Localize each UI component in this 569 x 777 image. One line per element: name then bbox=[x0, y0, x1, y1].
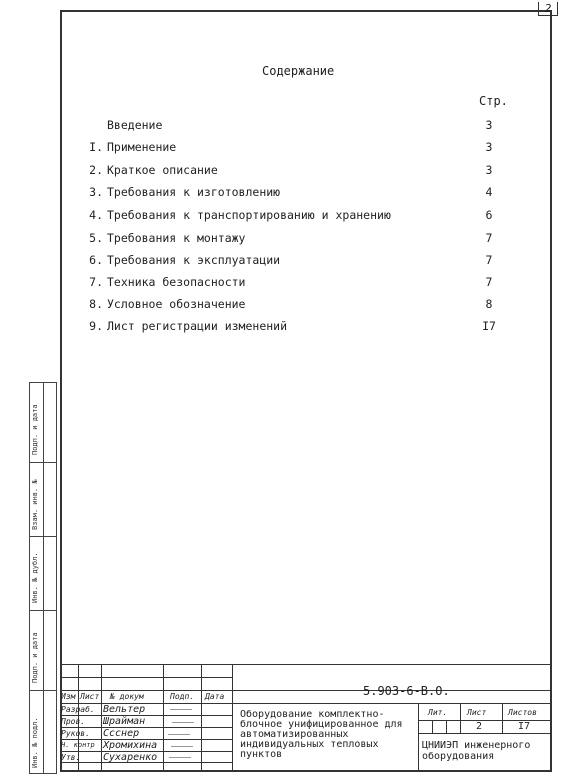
toc-text: Применение bbox=[107, 140, 177, 154]
sheets-value: I7 bbox=[518, 721, 531, 732]
toc-row bbox=[0, 185, 569, 203]
toc-page: 7 bbox=[485, 275, 493, 289]
side-label: Инв. № подл. bbox=[31, 717, 39, 768]
signature-mark bbox=[169, 757, 191, 758]
toc-text: Требования к монтажу bbox=[107, 231, 246, 245]
toc-title: Содержание bbox=[262, 64, 335, 78]
tb-line bbox=[201, 664, 202, 772]
tb-line bbox=[60, 664, 552, 665]
toc-text: Требования к изготовлению bbox=[107, 185, 281, 199]
tb-line bbox=[502, 703, 503, 733]
side-label: Подп. и дата bbox=[31, 632, 39, 683]
tb-role: Н. контр bbox=[61, 741, 95, 749]
tb-line bbox=[60, 677, 232, 678]
side-strip-separator bbox=[29, 610, 57, 611]
tb-line bbox=[418, 733, 552, 734]
side-label: Инв. № дубл. bbox=[31, 552, 39, 603]
page-number: 2 bbox=[538, 2, 558, 16]
toc-text: Краткое описание bbox=[107, 163, 218, 177]
lit-label: Лит. bbox=[428, 708, 448, 717]
toc-num: 5. bbox=[89, 231, 103, 245]
toc-row bbox=[0, 319, 569, 337]
signature-mark bbox=[172, 722, 194, 723]
signature-mark bbox=[168, 734, 190, 735]
toc-num: 6. bbox=[89, 253, 103, 267]
tb-line bbox=[446, 720, 447, 733]
toc-page: 3 bbox=[485, 118, 493, 132]
tb-line bbox=[101, 664, 102, 772]
toc-num: 4. bbox=[89, 208, 103, 222]
tb-role: Пров. bbox=[61, 717, 86, 726]
signature-mark bbox=[170, 709, 192, 710]
tb-line bbox=[432, 720, 433, 733]
toc-row bbox=[0, 140, 569, 158]
toc-text: Техника безопасности bbox=[107, 275, 246, 289]
toc-row bbox=[0, 118, 569, 136]
tb-line bbox=[60, 715, 232, 716]
tb-header-sign: Подп. bbox=[170, 692, 195, 701]
toc-page: 7 bbox=[485, 231, 493, 245]
toc-num: 8. bbox=[89, 297, 103, 311]
doc-code: 5.903-6-В.О. bbox=[363, 684, 450, 698]
toc-text: Лист регистрации изменений bbox=[107, 319, 288, 333]
toc-text: Введение bbox=[107, 118, 163, 132]
tb-line bbox=[60, 727, 232, 728]
tb-line bbox=[163, 664, 164, 772]
tb-line bbox=[460, 703, 461, 733]
sheet-label: Лист bbox=[467, 708, 487, 717]
toc-page: I7 bbox=[482, 319, 496, 333]
toc-row bbox=[0, 297, 569, 315]
side-label: Подп. и дата bbox=[31, 404, 39, 455]
toc-page: 4 bbox=[485, 185, 493, 199]
toc-page: 3 bbox=[485, 163, 493, 177]
toc-row bbox=[0, 163, 569, 181]
tb-person: Сухаренко bbox=[103, 752, 158, 763]
tb-header-date: Дата bbox=[205, 692, 225, 701]
toc-page: 6 bbox=[485, 208, 493, 222]
toc-num: I. bbox=[89, 140, 103, 154]
tb-line bbox=[418, 720, 552, 721]
toc-row bbox=[0, 253, 569, 271]
tb-line bbox=[418, 703, 419, 772]
tb-person: Шрайман bbox=[103, 716, 146, 727]
sheet-value: 2 bbox=[476, 721, 483, 732]
toc-text: Требования к эксплуатации bbox=[107, 253, 281, 267]
doc-description: Оборудование комплектно-блочное унифицированное для автоматизированных индивидуальных тепловых пунктов bbox=[240, 709, 403, 760]
toc-page: 3 bbox=[485, 140, 493, 154]
tb-header-list: Лист bbox=[80, 692, 100, 701]
tb-header-izm: Изм bbox=[61, 692, 76, 701]
toc-page: 8 bbox=[485, 297, 493, 311]
toc-num: 7. bbox=[89, 275, 103, 289]
side-strip-separator bbox=[29, 690, 57, 691]
tb-line bbox=[60, 690, 552, 691]
toc-text: Требования к транспортированию и хранению bbox=[107, 208, 391, 222]
toc-num: 3. bbox=[89, 185, 103, 199]
page-column-label: Стр. bbox=[479, 94, 508, 108]
tb-role: Разраб. bbox=[61, 705, 95, 714]
toc-text: Условное обозначение bbox=[107, 297, 246, 311]
tb-line bbox=[232, 664, 233, 772]
tb-person: Вельтер bbox=[103, 704, 146, 715]
toc-page: 7 bbox=[485, 253, 493, 267]
tb-person: Хромихина bbox=[103, 740, 158, 751]
tb-header-doc-no: № докум bbox=[110, 692, 144, 701]
tb-person: Ссснер bbox=[103, 728, 140, 739]
toc-num: 9. bbox=[89, 319, 103, 333]
side-strip-separator bbox=[29, 536, 57, 537]
toc-row bbox=[0, 231, 569, 249]
side-strip-separator bbox=[29, 462, 57, 463]
side-label: Взам. инв. № bbox=[31, 479, 39, 530]
side-strip-divider bbox=[43, 382, 44, 774]
tb-role: Руков. bbox=[61, 729, 90, 738]
signature-mark bbox=[171, 746, 193, 747]
sheets-label: Листов bbox=[508, 708, 537, 717]
toc-num: 2. bbox=[89, 163, 103, 177]
tb-role: Утв. bbox=[61, 753, 81, 762]
toc-row bbox=[0, 275, 569, 293]
organization: ЦНИИЭП инженерного оборудования bbox=[422, 740, 531, 762]
toc-row bbox=[0, 208, 569, 226]
